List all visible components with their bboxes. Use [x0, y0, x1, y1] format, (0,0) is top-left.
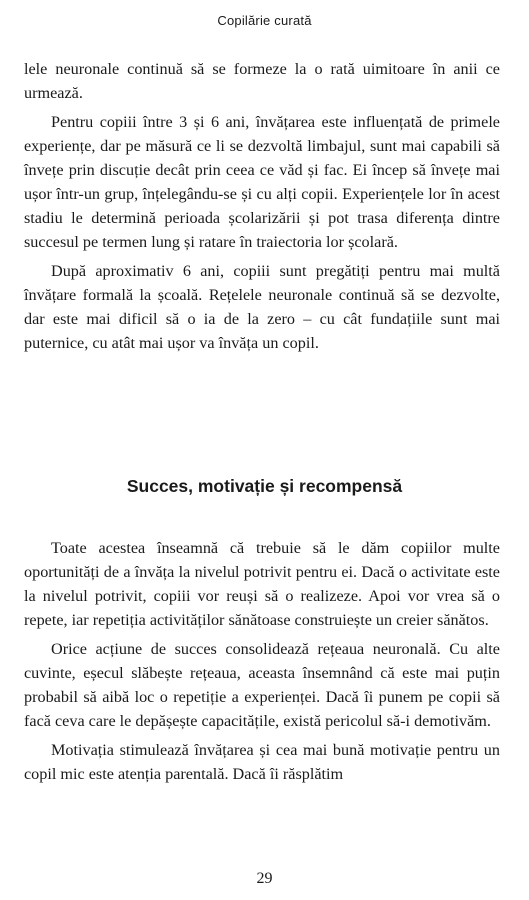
paragraph: Orice acțiune de succes consolidează rețeaua neuronală. Cu alte cuvinte, eșecul slăbește rețeaua, aceasta însemnând că este mai puțin probabil să aibă loc o repetiție a experienței. Dacă îi punem pe copii să facă ceva care le depășește capacitățile, există pericolul să-i demotivăm. — [24, 640, 500, 730]
paragraph: Toate acestea înseamnă că trebuie să le dăm copiilor multe oportunități de a învăța la nivelul potrivit pentru ei. Dacă o activitate este la nivelul potrivit, copiii vor reuși să o realizeze. Apoi vor vrea să o repete, iar repetiția activităților sănătoase construiește un creier sănătos. — [24, 539, 500, 629]
paragraph: După aproximativ 6 ani, copiii sunt pregătiți pentru mai multă învățare formală la școală. Rețelele neuronale continuă să se dezvolte, dar este mai dificil să o ia de la zero – cu cât fundațiile sunt mai puternice, cu atât mai ușor va învăța un copil. — [24, 262, 500, 352]
text-block-bottom — [24, 536, 500, 786]
running-header: Copilărie curată — [217, 13, 312, 28]
paragraph: Pentru copiii între 3 și 6 ani, învățarea este influențată de primele experiențe, dar pe măsură ce li se dezvoltă limbajul, sunt mai capabili să învețe prin discuție decât prin ceea ce văd și fac. Ei încep să învețe mai ușor într-un grup, înțelegându-se și cu alți copii. Experiențele lor în acest stadiu le determină perioada școlarizării și pot trasa diferența dintre succesul pe termen lung și ratare în traiectoria lor școlară. — [24, 113, 500, 251]
section-heading: Succes, motivație și recompensă — [126, 476, 403, 496]
page-number: 29 — [256, 870, 273, 887]
text-block-top — [24, 57, 500, 355]
paragraph-continuation: lele neuronale continuă să se formeze la o rată uimitoare în anii ce urmează. — [24, 60, 500, 102]
paragraph: Motivația stimulează învățarea și cea mai bună motivație pentru un copil mic este atenția parentală. Dacă îi răsplătim — [24, 741, 500, 783]
